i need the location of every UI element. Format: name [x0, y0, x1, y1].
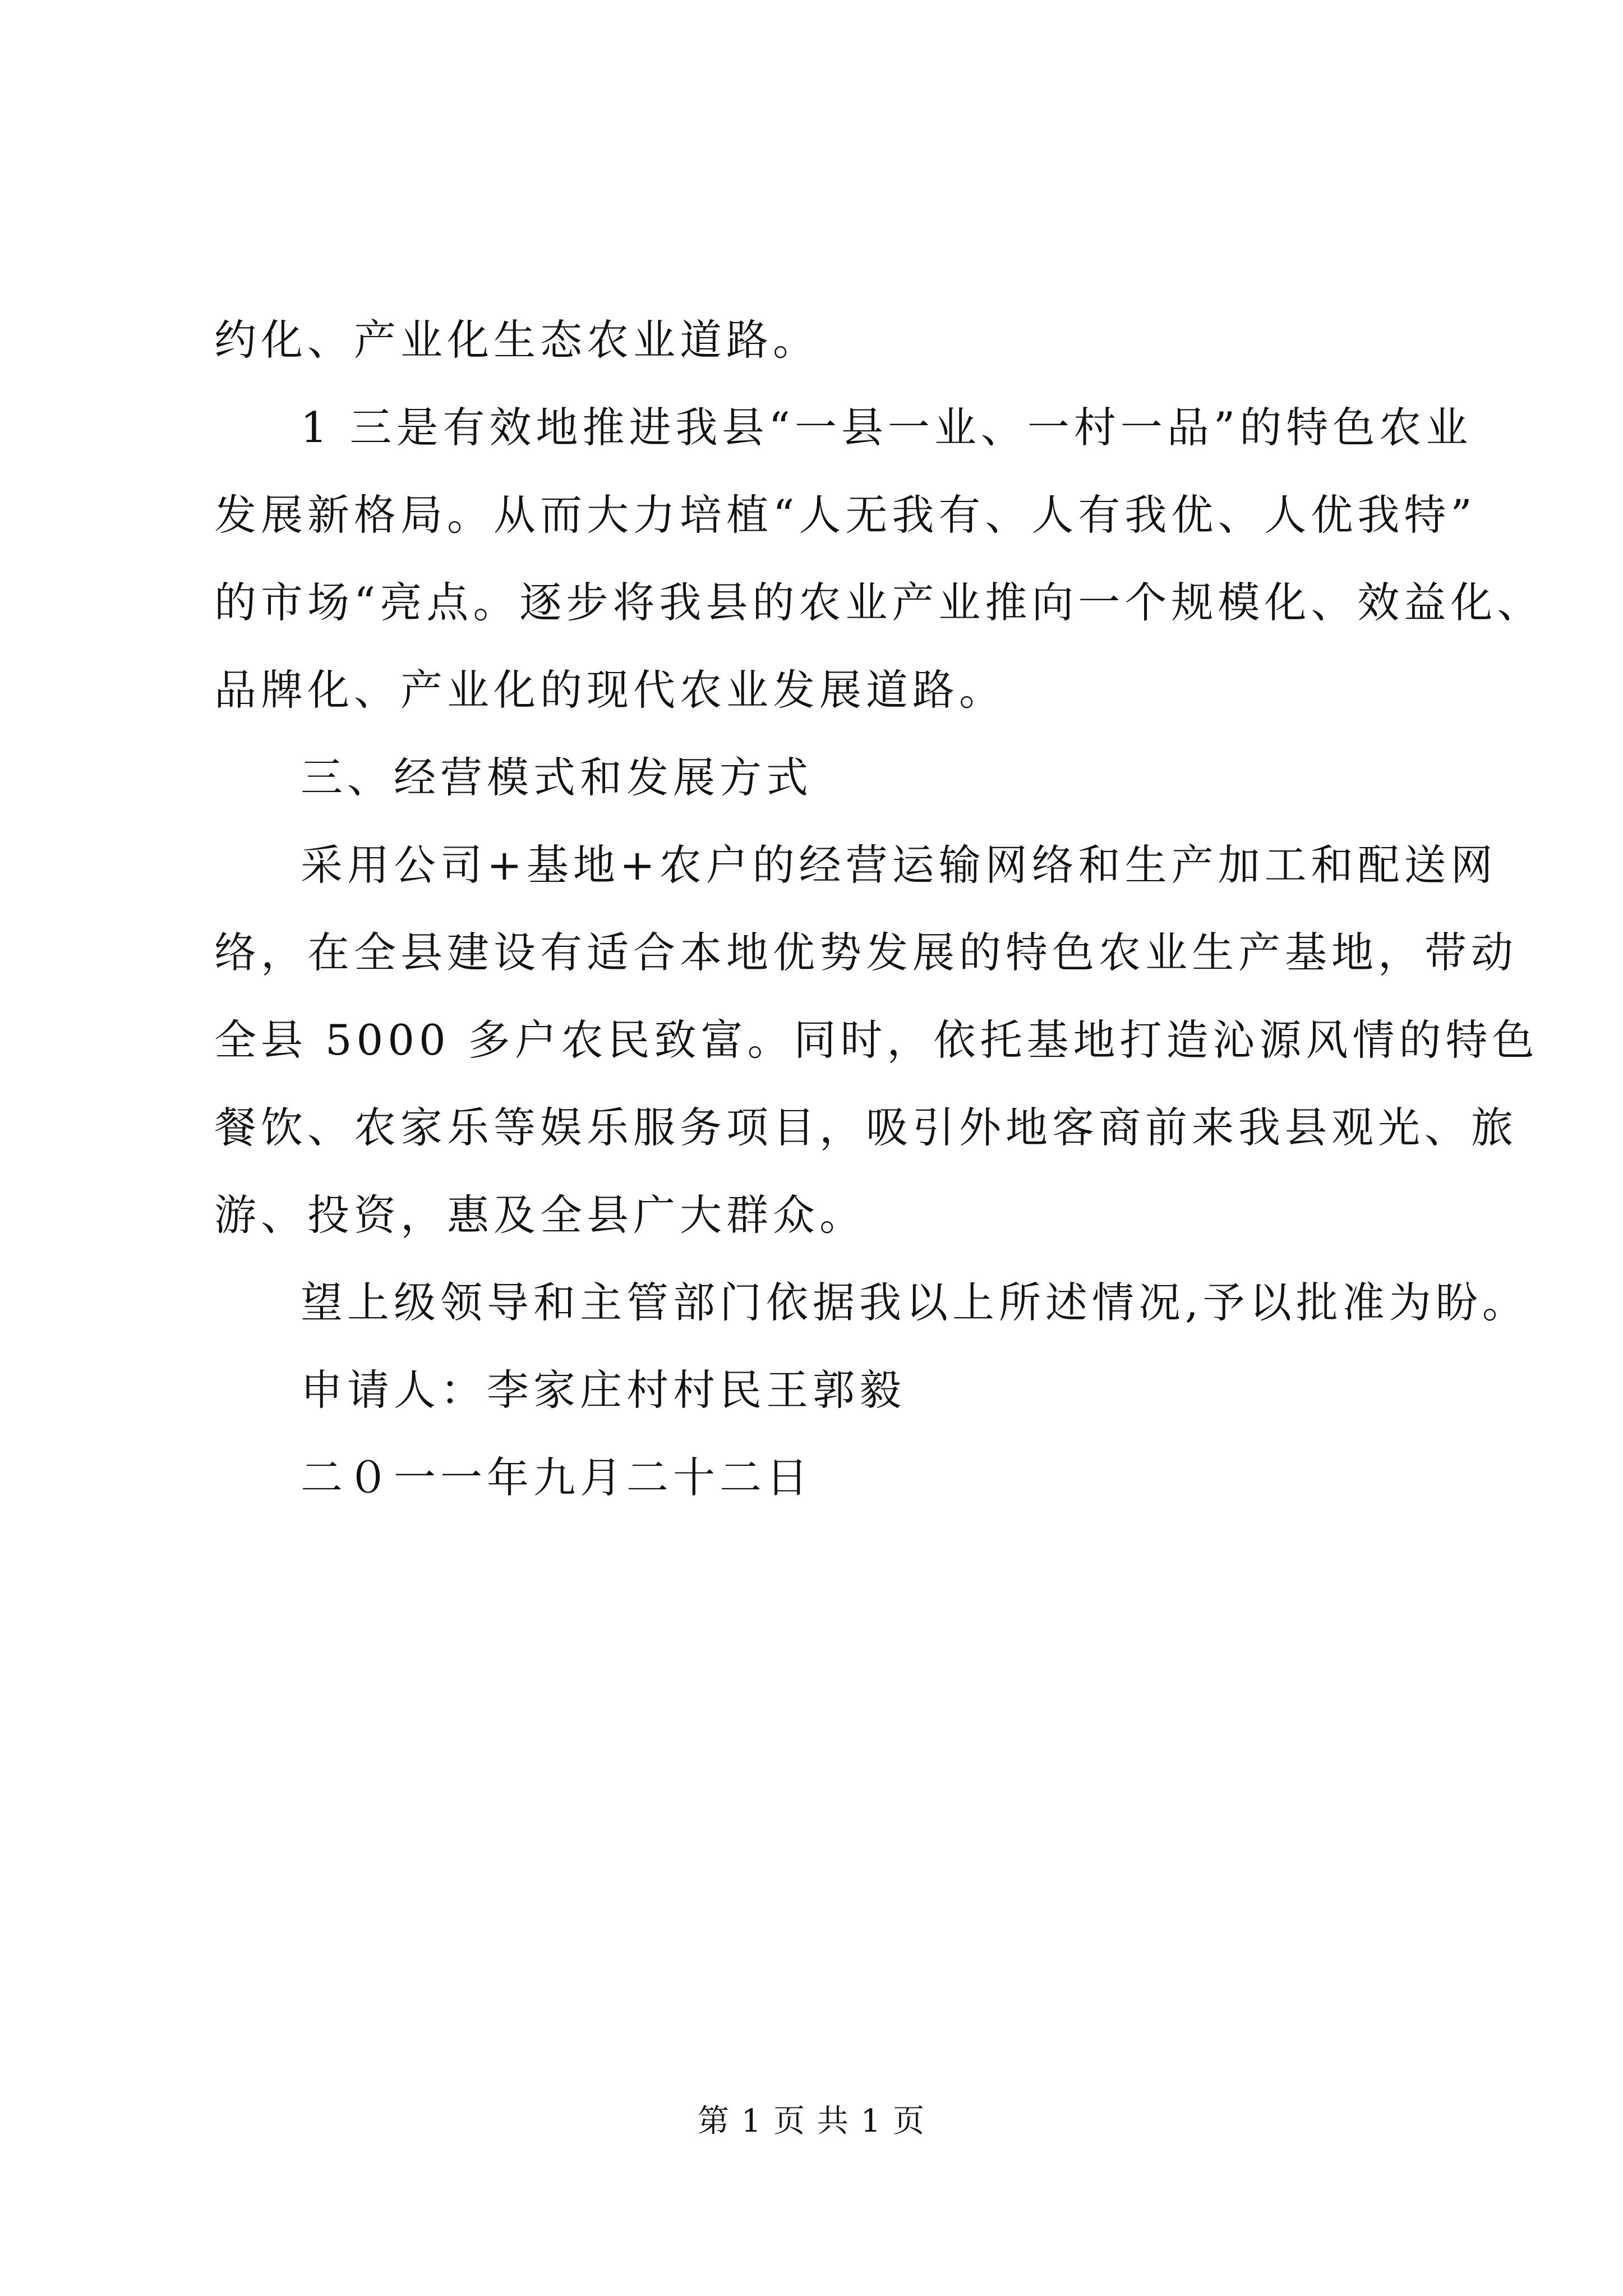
body-line: 品牌化、产业化的现代农业发展道路。: [214, 665, 1006, 715]
body-line: 采用公司+基地+农户的经营运输网络和生产加工和配送网: [301, 840, 1497, 890]
body-line: 的市场“亮点。逐步将我县的农业产业推向一个规模化、效益化、: [214, 578, 1544, 627]
section-heading: 三、经营模式和发展方式: [301, 753, 813, 802]
document-body: [214, 296, 1544, 1521]
page-number-footer: 第 1 页 共 1 页: [697, 2103, 926, 2139]
body-line: 全县 5000 多户农民致富。同时，依托基地打造沁源风情的特色: [214, 1015, 1539, 1065]
body-line: 餐饮、农家乐等娱乐服务项目，吸引外地客商前来我县观光、旅: [214, 1103, 1518, 1152]
body-line: 络，在全县建设有适合本地优势发展的特色农业生产基地，带动: [214, 928, 1518, 977]
body-line: 约化、产业化生态农业道路。: [214, 315, 820, 365]
applicant-line: 申请人：李家庄村村民王郭毅: [301, 1365, 906, 1415]
body-line: 1 三是有效地推进我县“一县一业、一村一品”的特色农业: [301, 403, 1473, 452]
closing-request: 望上级领导和主管部门依据我以上所述情况,予以批准为盼。: [301, 1278, 1529, 1327]
date-line: 二０一一年九月二十二日: [301, 1453, 813, 1502]
body-line: 发展新格局。从而大力培植“人无我有、人有我优、人优我特”: [214, 490, 1477, 540]
body-line: 游、投资，惠及全县广大群众。: [214, 1190, 866, 1240]
